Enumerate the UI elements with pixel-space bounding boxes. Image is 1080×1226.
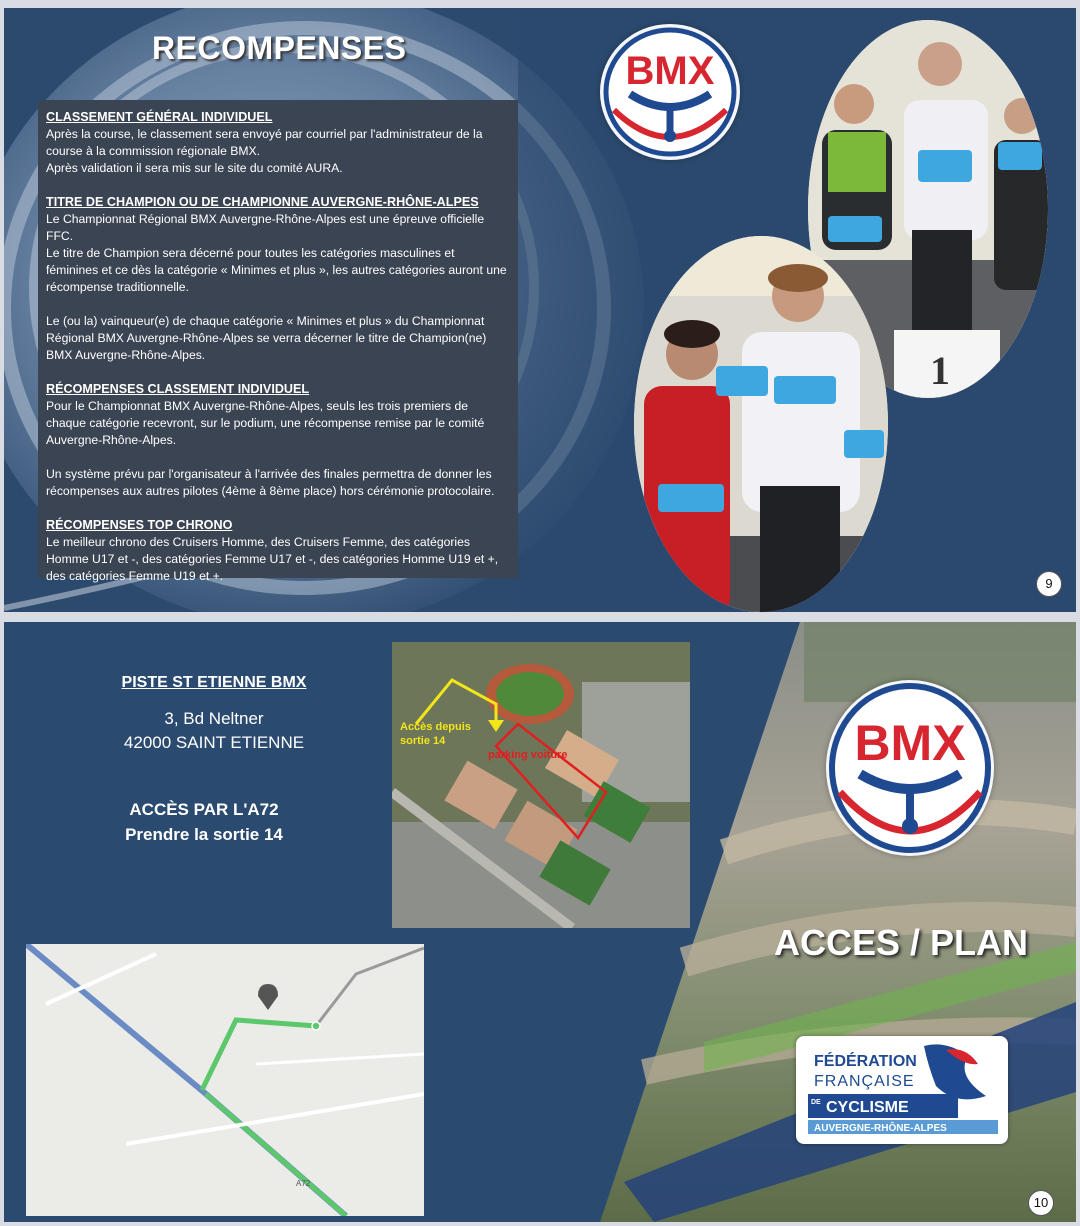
aerial-parking-label: parking voiture xyxy=(488,749,568,761)
rules-text-panel xyxy=(38,100,518,583)
street-map xyxy=(26,944,424,1216)
bmx-logo-text: BMX xyxy=(625,49,715,93)
section-heading: TITRE DE CHAMPION OU DE CHAMPIONNE AUVERGNE-RHÔNE-ALPES xyxy=(46,195,479,209)
section-paragraph: Le meilleur chrono des Cruisers Homme, des Cruisers Femme, des catégories Homme U17 et -, des catégories Femme U17 et -, des catégories Homme U19 et +, des catégories Femme U19 et +. xyxy=(46,535,499,583)
venue-name: PISTE ST ETIENNE BMX xyxy=(121,674,307,691)
aerial-site-map xyxy=(392,642,690,928)
ffc-line-1: FÉDÉRATION xyxy=(814,1053,917,1070)
page-number: 10 xyxy=(1028,1190,1054,1216)
bmx-logo xyxy=(600,24,740,160)
map-road-label: A72 xyxy=(296,1179,311,1188)
ffc-line-2: FRANÇAISE xyxy=(814,1073,915,1090)
section-paragraph: Un système prévu par l'organisateur à l'arrivée des finales permettra de donner les récompenses aux autres pilotes (4ème à 8ème place) hors cérémonie protocolaire. xyxy=(46,467,495,498)
address-line-2: 42000 SAINT ETIENNE xyxy=(123,733,305,752)
slide-acces-plan xyxy=(4,622,1076,1222)
section-heading: RÉCOMPENSES CLASSEMENT INDIVIDUEL xyxy=(46,382,310,396)
section-heading: CLASSEMENT GÉNÉRAL INDIVIDUEL xyxy=(46,110,273,124)
page-title: ACCES / PLAN xyxy=(774,922,1029,963)
ffc-region: AUVERGNE-RHÔNE-ALPES xyxy=(814,1123,947,1134)
podium-step-number: 1 xyxy=(930,348,950,393)
slide-recompenses xyxy=(4,8,1076,612)
bmx-logo-text: BMX xyxy=(854,715,966,771)
section-paragraph: Le (ou la) vainqueur(e) de chaque catégorie « Minimes et plus » du Championnat Régional BMX Auvergne-Rhône-Alpes se verra décerner le titre de Champion(ne) BMX Auvergne-Rhône-Alpes. xyxy=(46,314,487,362)
aerial-exit-label-1: Accès depuis xyxy=(400,721,471,733)
address-line-1: 3, Bd Neltner xyxy=(164,709,264,728)
ffc-logo xyxy=(796,1036,1008,1144)
ffc-line-3: CYCLISME xyxy=(826,1099,909,1116)
section-paragraph: Pour le Championnat BMX Auvergne-Rhône-Alpes, seuls les trois premiers de chaque catégorie recevront, sur le podium, une récompense remise par le comité Auvergne-Rhône-Alpes. xyxy=(46,399,485,447)
podium-photo-bottom xyxy=(634,236,888,612)
section-paragraph: Le Championnat Régional BMX Auvergne-Rhône-Alpes est une épreuve officielle FFC. xyxy=(46,212,485,243)
section-heading: RÉCOMPENSES TOP CHRONO xyxy=(46,518,233,532)
section-paragraph: Après la course, le classement sera envoyé par courriel par l'administrateur de la course à la commission régionale BMX. xyxy=(46,127,483,158)
aerial-exit-label-2: sortie 14 xyxy=(400,735,446,747)
access-detail: Prendre la sortie 14 xyxy=(125,825,283,844)
page-title: RECOMPENSES xyxy=(152,30,407,66)
ffc-de: DE xyxy=(811,1099,821,1106)
section-paragraph: Après validation il sera mis sur le site du comité AURA. xyxy=(46,161,343,175)
access-title: ACCÈS PAR L'A72 xyxy=(129,800,279,819)
page-number: 9 xyxy=(1036,571,1062,597)
section-paragraph: Le titre de Champion sera décerné pour toutes les catégories masculines et féminines et ce dès la catégorie « Minimes et plus », les autres catégories auront une récompense traditionnelle. xyxy=(46,246,507,294)
bmx-logo xyxy=(826,680,994,856)
